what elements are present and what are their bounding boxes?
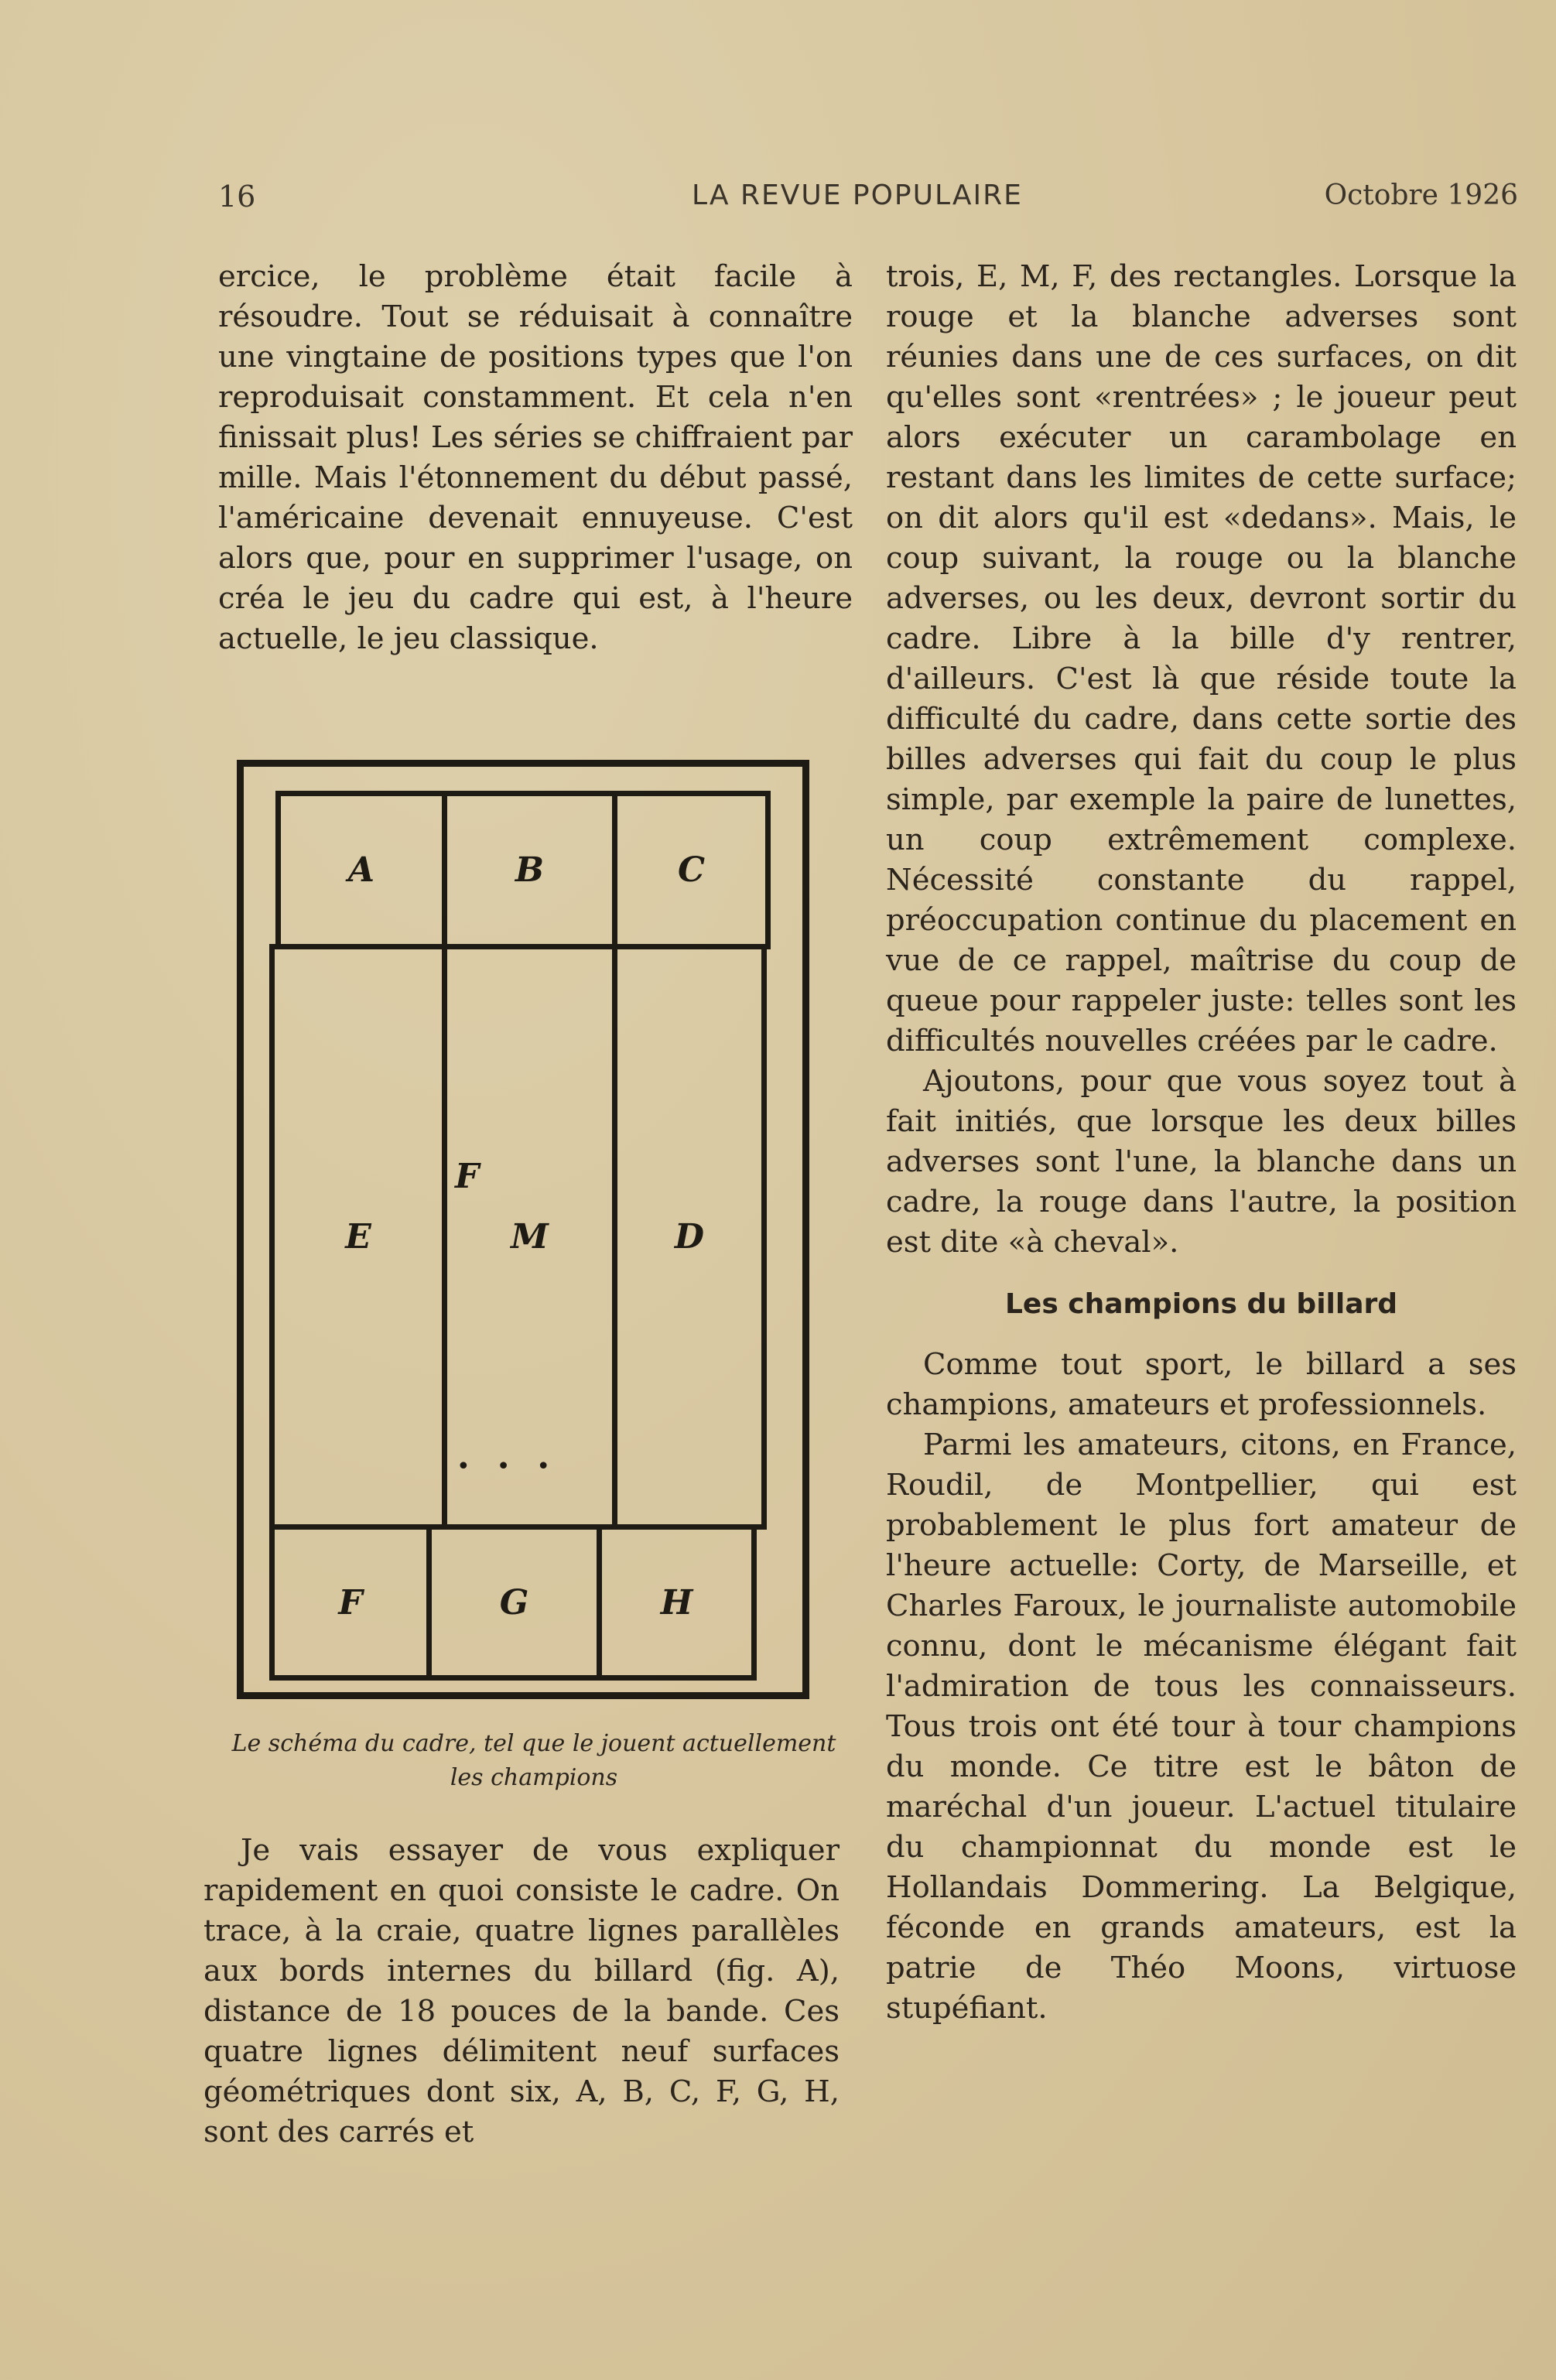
- label-f-mid: F: [455, 1157, 480, 1196]
- section-heading: Les champions du billard: [1004, 1288, 1398, 1320]
- page-number: 16: [218, 180, 256, 214]
- left-column-top: [218, 257, 853, 659]
- running-title: LA REVUE POPULAIRE: [692, 180, 1023, 211]
- cell-d: D: [612, 944, 767, 1530]
- cell-a: A: [275, 791, 447, 949]
- cell-c: C: [612, 791, 771, 949]
- cell-b: B: [442, 791, 617, 949]
- paragraph: Ajoutons, pour que vous soyez tout à fait initiés, que lorsque les deux billes adverses sont l'une, la blanche dans un cadre, la rouge dans l'autre, la position est dite «à cheval».: [886, 1064, 1517, 1260]
- paragraph: Comme tout sport, le billard a ses champions, amateurs et professionnels.: [886, 1347, 1517, 1422]
- right-column: [886, 257, 1517, 2029]
- cell-m: F M: [442, 944, 617, 1530]
- cadre-diagram: [237, 760, 809, 1699]
- cell-f: F: [269, 1524, 432, 1681]
- cell-h: H: [597, 1524, 757, 1681]
- diagram-grid: [275, 791, 771, 1673]
- issue-date: Octobre 1926: [1324, 180, 1518, 211]
- left-column-bottom: [203, 1831, 840, 2153]
- figure-caption: Le schéma du cadre, tel que le jouent actuellement les champions: [231, 1730, 836, 1791]
- cell-g: G: [426, 1524, 602, 1681]
- paragraph: Je vais essayer de vous expliquer rapidement en quoi consiste le cadre. On trace, à la craie, quatre lignes parallèles aux bords internes du billard (fig. A), distance de 18 pouces de la bande. Ces quatre lignes délimitent neuf surfaces géométriques dont six, A, B, C, F, G, H, sont des carrés et: [203, 1833, 840, 2149]
- paragraph: ercice, le problème était facile à résoudre. Tout se réduisait à connaître une vingtaine de positions types que l'on reproduisait constamment. Et cela n'en finissait plus! Les séries se chiffraient par mille. Mais l'étonnement du début passé, l'américaine devenait ennuyeuse. C'est alors que, pour en supprimer l'usage, on créa le jeu du cadre qui est, à l'heure actuelle, le jeu classique.: [218, 259, 853, 656]
- page-header: [218, 180, 1518, 226]
- paragraph: Parmi les amateurs, citons, en France, Roudil, de Montpellier, qui est probablement le plus fort amateur de l'heure actuelle: Corty, de Marseille, et Charles Faroux, le journaliste automobile connu, dont le mécanisme élégant fait l'admiration de tous les connaisseurs. Tous trois ont été tour à tour champions du monde. Ce titre est le bâton de maréchal d'un joueur. L'actuel titulaire du championnat du monde est le Hollandais Dommering. La Belgique, féconde en grands amateurs, est la patrie de Théo Moons, virtuose stupéfiant.: [886, 1428, 1517, 2026]
- paragraph: trois, E, M, F, des rectangles. Lorsque la rouge et la blanche adverses sont réunies dans une de ces surfaces, on dit qu'elles sont «rentrées» ; le joueur peut alors exécuter un carambolage en restant dans les limites de cette surface; on dit alors qu'il est «dedans». Mais, le coup suivant, la rouge ou la blanche adverses, ou les deux, devront sortir du cadre. Libre à la bille d'y rentrer, d'ailleurs. C'est là que réside toute la difficulté du cadre, dans cette sortie des billes adverses qui fait du coup le plus simple, par exemple la paire de lunettes, un coup extrêmement complexe. Nécessité constante du rappel, préoccupation continue du placement en vue de ce rappel, maîtrise du coup de queue pour rappeler juste: telles sont les difficultés nouvelles créées par le cadre.: [886, 259, 1517, 1058]
- ball-dots-mark: •••: [457, 1453, 577, 1480]
- cell-e: E: [269, 944, 447, 1530]
